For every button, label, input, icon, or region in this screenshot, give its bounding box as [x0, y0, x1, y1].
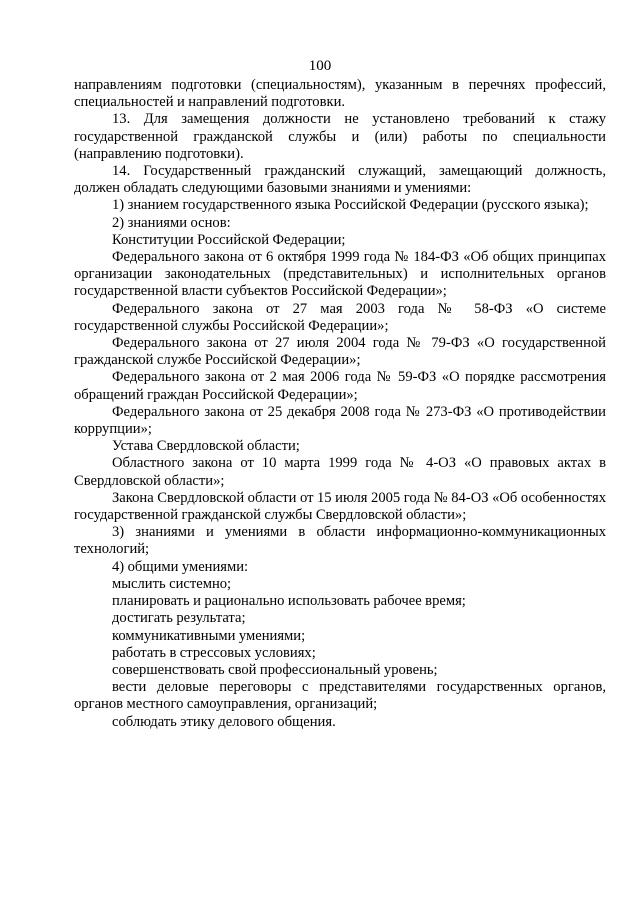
- paragraph: 1) знанием государственного языка Российской Федерации (русского языка);: [112, 197, 589, 214]
- page-number: 100: [308, 58, 332, 74]
- paragraph: работать в стрессовых условиях;: [112, 644, 316, 661]
- paragraph: Устава Свердловской области;: [112, 438, 300, 455]
- paragraph: коммуникативными умениями;: [112, 627, 306, 644]
- paragraph: Федерального закона от 27 июля 2004 года № 79-ФЗ «О государственной гражданской службе Российской Федерации»;: [74, 335, 606, 369]
- paragraph: соблюдать этику делового общения.: [112, 713, 336, 730]
- paragraph: 3) знаниями и умениями в области информационно-коммуникационных технологий;: [74, 524, 606, 558]
- paragraph: мыслить системно;: [112, 575, 232, 592]
- paragraph: Конституции Российской Федерации;: [112, 231, 346, 248]
- paragraph: Федерального закона от 25 декабря 2008 года № 273-ФЗ «О противодействии коррупции»;: [74, 403, 606, 438]
- paragraph: Федерального закона от 6 октября 1999 года № 184-ФЗ «Об общих принципах организации законодательных (представительных) и исполнительных органов государственной власти субъектов Российской Федерации»;: [74, 249, 606, 300]
- paragraph: совершенствовать свой профессиональный уровень;: [112, 661, 438, 678]
- paragraph: Федерального закона от 27 мая 2003 года № 58-ФЗ «О системе государственной службы Российской Федерации»;: [74, 300, 606, 334]
- paragraph: 14. Государственный гражданский служащий, замещающий должность, должен обладать следующими базовыми знаниями и умениями:: [74, 163, 606, 197]
- paragraph: 2) знаниями основ:: [112, 214, 231, 231]
- paragraph: достигать результата;: [112, 610, 246, 627]
- paragraph: вести деловые переговоры с представителями государственных органов, органов местного самоуправления, организаций;: [74, 679, 606, 713]
- paragraph: Федерального закона от 2 мая 2006 года № 59-ФЗ «О порядке рассмотрения обращений граждан Российской Федерации»;: [74, 369, 606, 403]
- paragraph: Закона Свердловской области от 15 июля 2005 года № 84-ОЗ «Об особенностях государственной гражданской службы Свердловской области»;: [74, 489, 606, 524]
- paragraph: 4) общими умениями:: [112, 558, 249, 575]
- paragraph: 13. Для замещения должности не установлено требований к стажу государственной гражданской службы и (или) работы по специальности (направлению подготовки).: [74, 111, 606, 162]
- document-body: [74, 77, 606, 731]
- paragraph: планировать и рационально использовать рабочее время;: [112, 593, 466, 610]
- paragraph: направлениям подготовки (специальностям), указанным в перечнях профессий, специальностей и направлений подготовки.: [74, 77, 606, 111]
- paragraph: Областного закона от 10 марта 1999 года № 4-ОЗ «О правовых актах в Свердловской области»;: [74, 455, 606, 489]
